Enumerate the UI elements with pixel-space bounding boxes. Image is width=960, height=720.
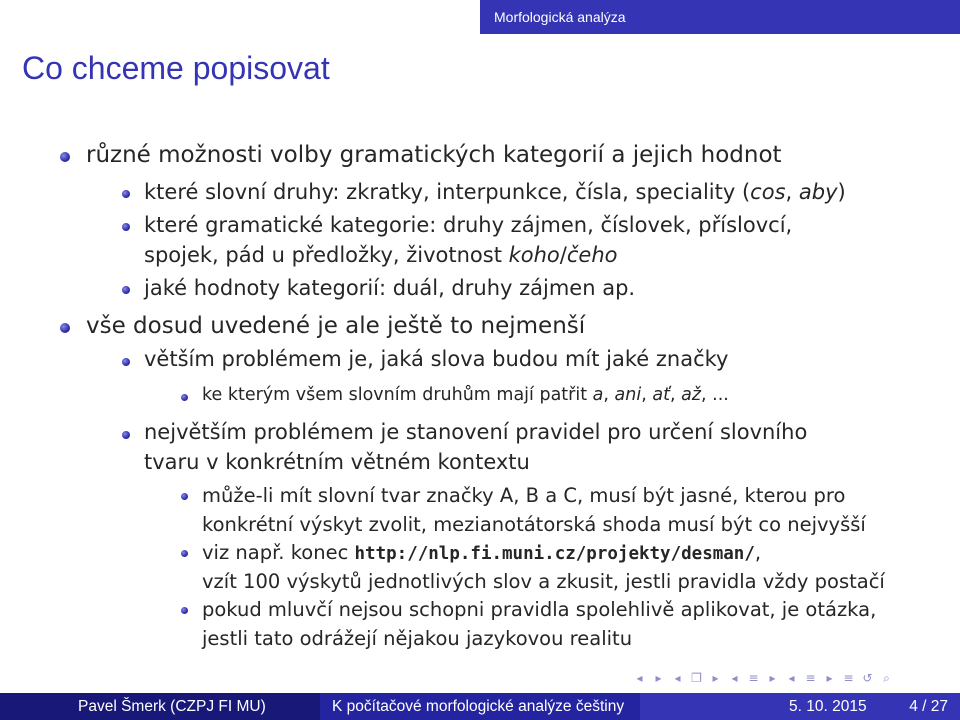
text-segment: , bbox=[669, 385, 682, 405]
nav-search-icon[interactable]: ⌕ bbox=[883, 670, 890, 685]
footer-title[interactable]: K počítačové morfologické analýze češtiny bbox=[320, 693, 640, 720]
nav-section-icon[interactable]: ≡ bbox=[805, 671, 816, 685]
example-word: až bbox=[681, 385, 701, 405]
point-see-url-line1 bbox=[202, 541, 761, 564]
bullet-icon bbox=[181, 394, 188, 401]
text-segment: , bbox=[603, 385, 615, 405]
headline-bar bbox=[0, 0, 960, 34]
footer bbox=[0, 693, 960, 720]
point-tag-choice-line2: konkrétní výskyt zvolit, mezianotátorská shoda musí být co nejvyšší bbox=[202, 513, 866, 536]
example-word: ani bbox=[614, 385, 642, 405]
example-word: ať bbox=[652, 385, 670, 405]
example-word: koho bbox=[508, 243, 560, 267]
text-segment: spojek, pád u předložky, životnost bbox=[144, 243, 509, 267]
example-word: čeho bbox=[566, 243, 618, 267]
point-tag-choice-line1: může-li mít slovní tvar značky A, B a C, musí být jasné, kterou pro bbox=[202, 484, 846, 507]
subitem-word-classes bbox=[144, 180, 846, 204]
desman-link[interactable]: http://nlp.fi.muni.cz/projekty/desman/ bbox=[354, 544, 755, 564]
text-segment: viz např. konec bbox=[202, 541, 355, 564]
text-segment: , ... bbox=[701, 385, 729, 405]
nav-section-next-icon[interactable]: ▸ bbox=[826, 671, 833, 685]
text-segment: ) bbox=[837, 180, 846, 204]
point-speakers-line1: pokud mluvčí nejsou schopni pravidla spolehlivě aplikovat, je otázka, bbox=[202, 598, 877, 621]
bullet-icon bbox=[181, 607, 188, 614]
bullet-icon bbox=[122, 431, 130, 439]
footer-date: 5. 10. 2015 bbox=[789, 698, 867, 715]
footer-info bbox=[640, 693, 960, 720]
nav-subsection-icon[interactable]: ≡ bbox=[748, 671, 759, 685]
bullet-icon bbox=[60, 323, 70, 333]
example-word: aby bbox=[798, 180, 838, 204]
bullet-icon bbox=[181, 493, 188, 500]
bullet-icon bbox=[122, 286, 130, 294]
nav-subsection-prev-icon[interactable]: ◂ bbox=[731, 671, 738, 685]
point-see-url-line2: vzít 100 výskytů jednotlivých slov a zkusit, jestli pravidla vždy postačí bbox=[202, 570, 885, 593]
nav-undo-icon[interactable]: ↺ bbox=[862, 671, 873, 685]
bullet-icon bbox=[122, 223, 130, 231]
footer-page-number: 4 / 27 bbox=[909, 698, 948, 715]
footer-author[interactable]: Pavel Šmerk (CZPJ FI MU) bbox=[0, 693, 320, 720]
text-segment: , bbox=[641, 385, 653, 405]
bullet-icon bbox=[122, 358, 130, 366]
subitem-category-values: jaké hodnoty kategorií: duál, druhy zájmen ap. bbox=[144, 276, 636, 300]
text-segment: , bbox=[754, 541, 762, 564]
frame-title: Co chceme popisovat bbox=[22, 50, 330, 86]
subitem-categories-line2 bbox=[144, 243, 617, 267]
item-all-is-smallest: vše dosud uvedené je ale ještě to nejmenší bbox=[86, 313, 586, 339]
nav-prev-icon[interactable]: ◂ bbox=[636, 671, 643, 685]
nav-section-prev-icon[interactable]: ◂ bbox=[788, 671, 795, 685]
nav-frame-prev-icon[interactable]: ◂ bbox=[674, 671, 681, 685]
text-segment: , bbox=[785, 180, 799, 204]
nav-align-icon[interactable]: ≡ bbox=[843, 671, 854, 685]
subitem-categories-line1: které gramatické kategorie: druhy zájmen, číslovek, příslovcí, bbox=[144, 213, 793, 237]
nav-next-icon[interactable]: ▸ bbox=[655, 671, 662, 685]
text-segment: které slovní druhy: zkratky, interpunkce, čísla, speciality ( bbox=[144, 180, 751, 204]
navigation-symbols bbox=[630, 668, 896, 688]
bullet-icon bbox=[122, 190, 130, 198]
nav-frame-next-icon[interactable]: ▸ bbox=[712, 671, 719, 685]
bullet-icon bbox=[181, 550, 188, 557]
subsubitem-word-classes bbox=[202, 385, 729, 405]
text-segment: / bbox=[559, 243, 567, 267]
nav-frame-icon[interactable]: ❐ bbox=[691, 671, 702, 685]
nav-subsection-next-icon[interactable]: ▸ bbox=[769, 671, 776, 685]
item-choice-of-categories: různé možnosti volby gramatických kategorií a jejich hodnot bbox=[86, 142, 782, 168]
bullet-icon bbox=[60, 152, 70, 162]
subitem-biggest-problem-line2: tvaru v konkrétním větném kontextu bbox=[144, 450, 530, 474]
subitem-bigger-problem: větším problémem je, jaká slova budou mít jaké značky bbox=[144, 347, 729, 371]
section-tab[interactable]: Morfologická analýza bbox=[480, 0, 960, 34]
example-word: a bbox=[592, 385, 604, 405]
example-word: cos bbox=[750, 180, 786, 204]
subitem-biggest-problem-line1: největším problémem je stanovení pravidel pro určení slovního bbox=[144, 420, 808, 444]
text-segment: ke kterým všem slovním druhům mají patřit bbox=[202, 385, 593, 405]
point-speakers-line2: jestli tato odrážejí nějakou jazykovou realitu bbox=[202, 627, 633, 650]
